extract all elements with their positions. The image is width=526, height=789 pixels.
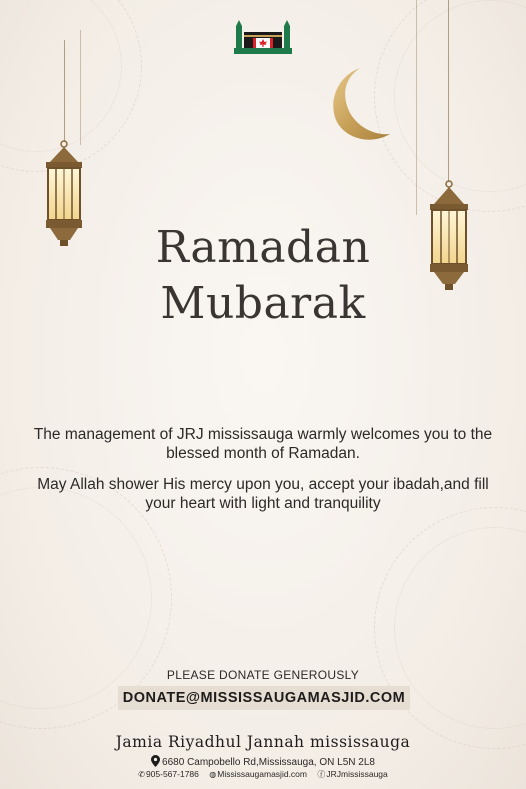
donate-note: PLEASE DONATE GENEROUSLY <box>166 668 360 682</box>
location-pin-icon <box>151 755 160 767</box>
lantern-rope <box>80 30 81 145</box>
contact-line <box>0 769 526 780</box>
page-title-line-2: Mubarak <box>160 278 366 329</box>
address-text: 6680 Campobello Rd,Mississauga, ON L5N 2L8 <box>162 757 375 768</box>
website-text: Mississaugamasjid.com <box>217 769 307 779</box>
facebook-text: JRJmississauga <box>326 769 388 779</box>
lantern-rope <box>448 0 449 182</box>
mosque-logo-icon <box>234 18 292 54</box>
website-contact[interactable] <box>209 769 307 779</box>
phone-icon: ✆ <box>138 770 145 779</box>
crescent-moon-icon <box>326 64 402 144</box>
lantern-rope <box>416 0 417 215</box>
facebook-contact[interactable] <box>317 769 387 779</box>
address-line <box>0 755 526 769</box>
welcome-message: The management of JRJ mississauga warmly welcomes you to the blessed month of Ramadan. <box>33 426 493 462</box>
lantern-rope <box>64 40 65 142</box>
globe-icon: ◍ <box>209 770 217 779</box>
phone-text: 905-567-1786 <box>145 769 199 779</box>
facebook-icon: ⓕ <box>317 770 326 779</box>
donate-email-link[interactable]: DONATE@MISSISSAUGAMASJID.COM <box>118 686 410 710</box>
prayer-message: May Allah shower His mercy upon you, accept your ibadah,and fill your heart with light and tranquility <box>37 476 489 512</box>
organization-name: Jamia Riyadhul Jannah mississauga <box>115 733 411 751</box>
page-title-line-1: Ramadan <box>155 222 371 273</box>
phone-contact[interactable] <box>138 769 199 779</box>
